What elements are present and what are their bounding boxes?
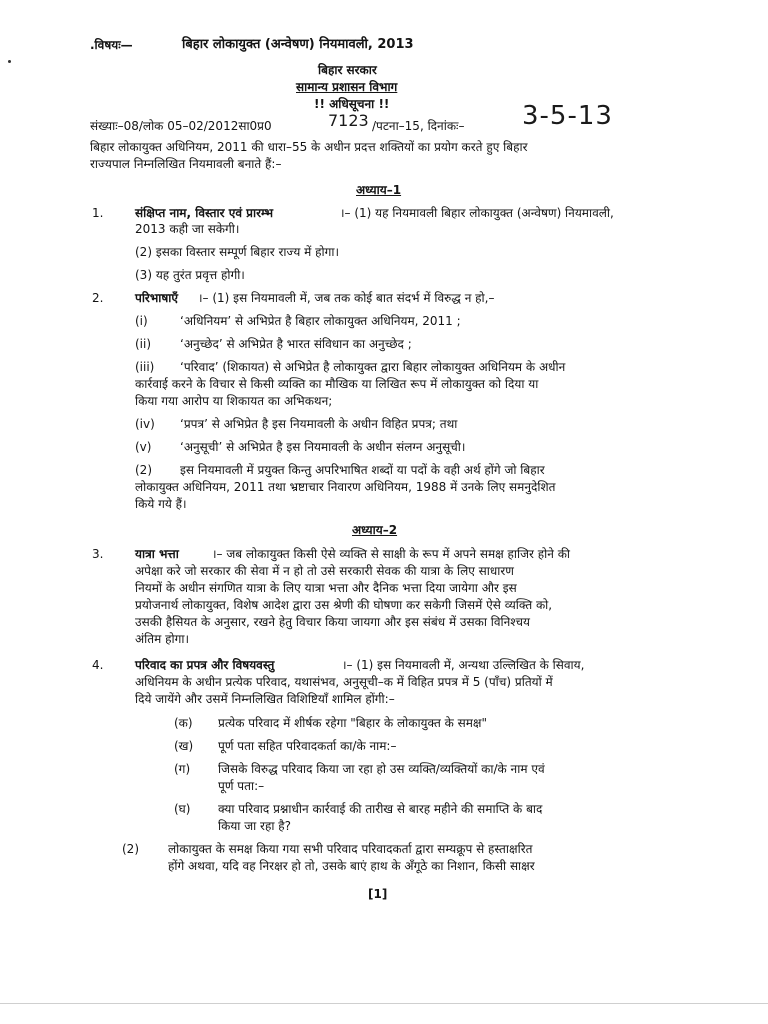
clause-2-line-2: लोकायुक्त अधिनियम, 2011 तथा भ्रष्टाचार निवारण अधिनियम, 1988 में उनके लिए समनुदेशित <box>135 480 556 494</box>
section-3-title: यात्रा भत्ता <box>135 547 179 561</box>
section-2-title: परिभाषाएँ <box>135 291 179 305</box>
scan-edge-line <box>0 1003 768 1004</box>
item-gha-line-1: क्या परिवाद प्रश्नाधीन कार्रवाई की तारीख से बारह महीने की समाप्ति के बाद <box>218 802 543 816</box>
scan-speck <box>8 60 11 63</box>
reference-number-handwritten: 7123 <box>328 111 369 130</box>
item-ga-line-1: जिसके विरुद्ध परिवाद किया जा रहा हो उस व्यक्ति/व्यक्तियों का/के नाम एवं <box>218 762 545 776</box>
government-name: बिहार सरकार <box>318 63 377 77</box>
item-gha-line-2: किया जा रहा है? <box>218 819 291 833</box>
section-1-number: 1. <box>92 206 104 220</box>
definition-iii-line-2: कार्रवाई करने के विचार से किसी व्यक्ति का मौखिक या लिखित रूप में लोकायुक्त को दिया या <box>135 377 539 391</box>
definition-v-text: ‘अनुसूची’ से अभिप्रेत है इस नियमावली के अधीन संलग्न अनुसूची। <box>180 440 466 454</box>
item-kha-text: पूर्ण पता सहित परिवादकर्ता का/के नाम:– <box>218 739 397 753</box>
definition-iii-line-1: ‘परिवाद’ (शिकायत) से अभिप्रेत है लोकायुक्त द्वारा बिहार लोकायुक्त अधिनियम के अधीन <box>180 360 566 374</box>
section-2-number: 2. <box>92 291 104 305</box>
section-4-line-1: ।– (1) इस नियमावली में, अन्यथा उल्लिखित के सिवाय, <box>342 658 585 672</box>
section-1-title: संक्षिप्त नाम, विस्तार एवं प्रारम्भ <box>135 206 274 220</box>
item-ga-line-2: पूर्ण पता:– <box>218 779 265 793</box>
section-4-line-3: दिये जायेंगे और उसमें निम्नलिखित विशिष्टियाँ शामिल होंगी:– <box>135 692 395 706</box>
section-3-line-1: ।– जब लोकायुक्त किसी ऐसे व्यक्ति से साक्षी के रूप में अपने समक्ष हाजिर होने की <box>212 547 571 561</box>
preamble-line-1: बिहार लोकायुक्त अधिनियम, 2011 की धारा–55 के अधीन प्रदत्त शक्तियों का प्रयोग करते हुए बिहार <box>90 140 528 154</box>
section-3-line-6: अंतिम होगा। <box>135 632 189 646</box>
department-name: सामान्य प्रशासन विभाग <box>296 80 398 94</box>
clause-2-number: (2) <box>135 463 152 477</box>
definition-ii-text: ‘अनुच्छेद’ से अभिप्रेत है भारत संविधान का अनुच्छेद ; <box>180 337 412 351</box>
reference-prefix: संख्याः–08/लोक 05–02/2012सा0प्र0 <box>90 119 272 133</box>
subject-title: बिहार लोकायुक्त (अन्वेषण) नियमावली, 2013 <box>182 37 414 52</box>
item-ka-number: (क) <box>174 716 193 730</box>
item-ka-text: प्रत्येक परिवाद में शीर्षक रहेगा "बिहार के लोकायुक्त के समक्ष" <box>218 716 488 730</box>
item-gha-number: (घ) <box>174 802 191 816</box>
section-1-line-1: ।– (1) यह नियमावली बिहार लोकायुक्त (अन्वेषण) नियमावली, <box>340 206 614 220</box>
section-3-line-5: उसकी हैसियत के अनुसार, रखने हेतु विचार किया जायगा और इस संबंध में उसका विनिश्चय <box>135 615 530 629</box>
section-1-line-4: (3) यह तुरंत प्रवृत्त होगी। <box>135 268 245 282</box>
section-4-line-2: अधिनियम के अधीन प्रत्येक परिवाद, यथासंभव, अनुसूची–क में विहित प्रपत्र में 5 (पाँच) प्रतियों में <box>135 675 553 689</box>
notification-heading: !! अधिसूचना !! <box>314 97 390 111</box>
preamble-line-2: राज्यपाल निम्नलिखित नियमावली बनाते हैं:– <box>90 157 282 171</box>
section-4-number: 4. <box>92 658 104 672</box>
section-3-number: 3. <box>92 547 104 561</box>
definition-i-number: (i) <box>135 314 148 328</box>
page-number: [1] <box>368 887 388 901</box>
definition-i-text: ‘अधिनियम’ से अभिप्रेत है बिहार लोकायुक्त अधिनियम, 2011 ; <box>180 314 461 328</box>
item-kha-number: (ख) <box>174 739 194 753</box>
definition-v-number: (v) <box>135 440 152 454</box>
clause-4-2-line-1: लोकायुक्त के समक्ष किया गया सभी परिवाद परिवादकर्ता द्वारा सम्यक्रूप से हस्ताक्षरित <box>168 842 533 856</box>
clause-2-line-3: किये गये हैं। <box>135 497 187 511</box>
definition-ii-number: (ii) <box>135 337 152 351</box>
section-1-line-3: (2) इसका विस्तार सम्पूर्ण बिहार राज्य में होगा। <box>135 245 340 259</box>
section-3-line-2: अपेक्षा करे जो सरकार की सेवा में न हो तो उसे सरकारी सेवक की यात्रा के लिए साधारण <box>135 564 514 578</box>
reference-suffix: /पटना–15, दिनांकः– <box>372 119 465 133</box>
chapter-1-heading: अध्याय–1 <box>356 183 402 197</box>
item-ga-number: (ग) <box>174 762 191 776</box>
section-3-line-4: प्रयोजनार्थ लोकायुक्त, विशेष आदेश द्वारा उस श्रेणी की घोषणा कर सकेगी जिसमें ऐसे व्यक्ति को, <box>135 598 553 612</box>
clause-4-2-line-2: होंगे अथवा, यदि वह निरक्षर हो तो, उसके बाएं हाथ के अँगूठे का निशान, किसी साक्षर <box>168 859 535 873</box>
subject-label: .विषयः— <box>90 38 133 52</box>
definition-iii-line-3: किया गया आरोप या शिकायत का अभिकथन; <box>135 394 333 408</box>
clause-4-2-number: (2) <box>122 842 139 856</box>
clause-2-line-1: इस नियमावली में प्रयुक्त किन्तु अपरिभाषित शब्दों या पदों के वही अर्थ होंगे जो बिहार <box>180 463 545 477</box>
chapter-2-heading: अध्याय–2 <box>352 523 398 537</box>
definition-iii-number: (iii) <box>135 360 155 374</box>
section-3-line-3: नियमों के अधीन संगणित यात्रा के लिए यात्रा भत्ता और दैनिक भत्ता दिया जायेगा और इस <box>135 581 517 595</box>
section-2-line-1: ।– (1) इस नियमावली में, जब तक कोई बात संदर्भ में विरुद्ध न हो,– <box>198 291 495 305</box>
date-handwritten: 3-5-13 <box>522 101 613 131</box>
section-4-title: परिवाद का प्रपत्र और विषयवस्तु <box>135 658 275 672</box>
definition-iv-number: (iv) <box>135 417 155 431</box>
section-1-line-2: 2013 कही जा सकेगी। <box>135 222 240 236</box>
definition-iv-text: ‘प्रपत्र’ से अभिप्रेत है इस नियमावली के अधीन विहित प्रपत्र; तथा <box>180 417 458 431</box>
